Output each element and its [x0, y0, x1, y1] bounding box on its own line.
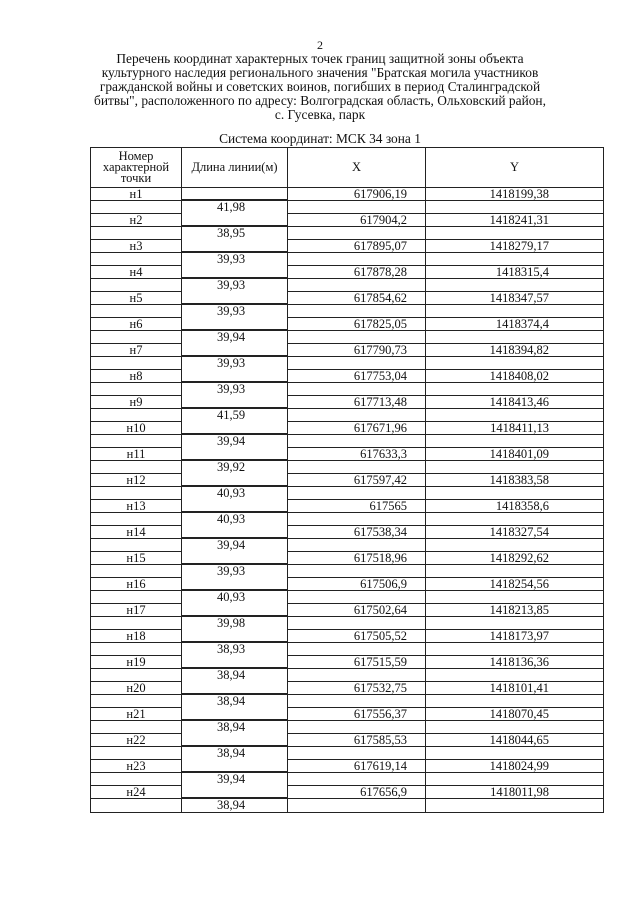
line-length-spacer — [182, 448, 288, 460]
line-length-cell: 40,93 — [182, 487, 288, 500]
table-row — [91, 370, 603, 383]
x-cell: 617671,96 — [288, 422, 426, 434]
x-cell: 617906,19 — [288, 188, 426, 200]
y-cell: 1418358,6 — [495, 499, 549, 513]
line-length-cell: 39,93 — [182, 357, 288, 370]
line-length-spacer — [182, 630, 288, 642]
point-number-cell: н23 — [91, 760, 182, 772]
x-cell: 617790,73 — [288, 344, 426, 356]
x-cell: 617904,2 — [288, 214, 426, 226]
y-cell: 1418199,38 — [489, 187, 549, 201]
title-line: гражданской войны и советских воинов, погибших в период Сталинградской — [99, 79, 541, 94]
point-number-cell: н7 — [91, 344, 182, 356]
x-cell: 617753,04 — [288, 370, 426, 382]
x-cell: 617656,9 — [288, 786, 426, 798]
line-length-spacer — [182, 682, 288, 694]
table-row — [91, 682, 603, 695]
x-cell: 617556,37 — [288, 708, 426, 720]
point-spacer — [91, 799, 182, 812]
y-cell: 1418401,09 — [489, 447, 549, 461]
table-row — [91, 500, 603, 513]
y-cell: 1418394,82 — [489, 343, 549, 357]
line-length-cell: 39,94 — [182, 435, 288, 448]
line-length-cell: 38,94 — [182, 695, 288, 708]
point-number-cell: н10 — [91, 422, 182, 434]
y-cell: 1418173,97 — [489, 629, 549, 643]
header-y: Y — [509, 160, 520, 174]
y-cell: 1418213,85 — [489, 603, 549, 617]
y-cell: 1418241,31 — [489, 213, 549, 227]
y-cell: 1418279,17 — [489, 239, 549, 253]
x-cell: 617854,62 — [288, 292, 426, 304]
document-title — [88, 52, 552, 122]
line-length-cell: 38,94 — [182, 799, 288, 812]
line-length-spacer — [182, 578, 288, 590]
line-length-cell: 38,94 — [182, 721, 288, 734]
title-line: с. Гусевка, парк — [274, 107, 366, 122]
header-line-length: Длина линии(м) — [182, 148, 288, 187]
line-length-cell: 39,92 — [182, 461, 288, 474]
line-length-spacer — [182, 526, 288, 538]
x-cell: 617518,96 — [288, 552, 426, 564]
y-cell: 1418292,62 — [489, 551, 549, 565]
line-length-spacer — [182, 734, 288, 746]
line-length-spacer — [182, 240, 288, 252]
line-length-spacer — [182, 786, 288, 798]
x-cell: 617585,53 — [288, 734, 426, 746]
x-cell: 617505,52 — [288, 630, 426, 642]
y-spacer — [426, 799, 603, 812]
point-number-cell: н4 — [91, 266, 182, 278]
header-point-number: Номер характерной точки — [91, 148, 182, 187]
y-cell: 1418413,46 — [489, 395, 549, 409]
point-number-cell: н6 — [91, 318, 182, 330]
x-cell: 617538,34 — [288, 526, 426, 538]
point-number-cell: н5 — [91, 292, 182, 304]
table-row — [91, 214, 603, 227]
point-number-cell: н14 — [91, 526, 182, 538]
x-cell: 617619,14 — [288, 760, 426, 772]
y-cell: 1418136,36 — [489, 655, 549, 669]
table-row — [91, 799, 603, 812]
line-length-spacer — [182, 292, 288, 304]
point-number-cell: н24 — [91, 786, 182, 798]
table-row — [91, 786, 603, 799]
y-cell: 1418070,45 — [489, 707, 549, 721]
table-row — [91, 630, 603, 643]
table-row — [91, 552, 603, 565]
line-length-cell: 39,93 — [182, 565, 288, 578]
table-row — [91, 396, 603, 409]
table-row — [91, 656, 603, 669]
line-length-spacer — [182, 500, 288, 512]
line-length-spacer — [182, 318, 288, 330]
y-cell: 1418024,99 — [489, 759, 549, 773]
table-row — [91, 266, 603, 279]
line-length-spacer — [182, 604, 288, 616]
line-length-cell: 39,98 — [182, 617, 288, 630]
y-cell: 1418044,65 — [489, 733, 549, 747]
line-length-spacer — [182, 266, 288, 278]
point-number-cell: н9 — [91, 396, 182, 408]
table-header — [91, 148, 603, 188]
page-number: 2 — [317, 38, 323, 52]
line-length-cell: 38,94 — [182, 669, 288, 682]
x-cell: 617597,42 — [288, 474, 426, 486]
x-cell: 617565 — [288, 500, 426, 512]
table-row — [91, 448, 603, 461]
y-cell: 1418411,13 — [490, 421, 549, 435]
line-length-spacer — [182, 422, 288, 434]
table-row — [91, 708, 603, 721]
line-length-spacer — [182, 396, 288, 408]
table-row — [91, 188, 603, 201]
title-line: битвы", расположенного по адресу: Волгоградская область, Ольховский район, — [94, 93, 546, 108]
title-line: Перечень координат характерных точек границ защитной зоны объекта — [116, 51, 524, 66]
table-row — [91, 734, 603, 747]
line-length-cell: 39,93 — [182, 279, 288, 292]
point-number-cell: н1 — [91, 188, 182, 200]
point-number-cell: н12 — [91, 474, 182, 486]
coordinate-system-caption: Система координат: МСК 34 зона 1 — [219, 131, 421, 146]
point-number-cell: н15 — [91, 552, 182, 564]
table-body — [91, 188, 603, 812]
point-number-cell: н11 — [91, 448, 182, 460]
y-cell: 1418347,57 — [489, 291, 549, 305]
line-length-spacer — [182, 188, 288, 200]
point-number-cell: н17 — [91, 604, 182, 616]
coordinates-table — [90, 147, 604, 813]
x-cell: 617713,48 — [288, 396, 426, 408]
point-number-cell: н22 — [91, 734, 182, 746]
point-number-cell: н18 — [91, 630, 182, 642]
title-line: культурного наследия регионального значения "Братская могила участников — [101, 65, 539, 80]
y-cell: 1418327,54 — [489, 525, 549, 539]
y-cell: 1418315,4 — [495, 265, 549, 279]
y-cell: 1418011,98 — [490, 785, 549, 799]
x-cell: 617895,07 — [288, 240, 426, 252]
y-cell: 1418101,41 — [489, 681, 549, 695]
line-length-cell: 38,95 — [182, 227, 288, 240]
y-cell: 1418383,58 — [489, 473, 549, 487]
y-cell: 1418254,56 — [489, 577, 549, 591]
point-number-cell: н16 — [91, 578, 182, 590]
line-length-cell: 40,93 — [182, 591, 288, 604]
point-number-cell: н21 — [91, 708, 182, 720]
table-row — [91, 526, 603, 539]
x-cell: 617878,28 — [288, 266, 426, 278]
x-cell: 617515,59 — [288, 656, 426, 668]
table-row — [91, 292, 603, 305]
line-length-cell: 39,93 — [182, 305, 288, 318]
table-row — [91, 318, 603, 331]
line-length-spacer — [182, 760, 288, 772]
line-length-spacer — [182, 370, 288, 382]
point-number-cell: н8 — [91, 370, 182, 382]
line-length-spacer — [182, 708, 288, 720]
table-row — [91, 422, 603, 435]
line-length-cell: 41,59 — [182, 409, 288, 422]
x-cell: 617502,64 — [288, 604, 426, 616]
y-cell: 1418408,02 — [489, 369, 549, 383]
table-row — [91, 344, 603, 357]
table-row — [91, 240, 603, 253]
line-length-spacer — [182, 552, 288, 564]
line-length-spacer — [182, 344, 288, 356]
x-spacer — [288, 799, 426, 812]
line-length-spacer — [182, 474, 288, 486]
x-cell: 617825,05 — [288, 318, 426, 330]
point-number-cell: н3 — [91, 240, 182, 252]
line-length-cell: 40,93 — [182, 513, 288, 526]
table-row — [91, 604, 603, 617]
line-length-cell: 38,94 — [182, 747, 288, 760]
point-number-cell: н19 — [91, 656, 182, 668]
line-length-cell: 39,94 — [182, 539, 288, 552]
line-length-cell: 39,93 — [182, 383, 288, 396]
table-row — [91, 578, 603, 591]
line-length-spacer — [182, 214, 288, 226]
table-row — [91, 760, 603, 773]
point-number-cell: н13 — [91, 500, 182, 512]
header-x: X — [288, 148, 426, 187]
line-length-spacer — [182, 656, 288, 668]
table-row — [91, 474, 603, 487]
point-number-cell: н20 — [91, 682, 182, 694]
point-number-cell: н2 — [91, 214, 182, 226]
line-length-cell: 39,93 — [182, 253, 288, 266]
line-length-cell: 39,94 — [182, 331, 288, 344]
x-cell: 617506,9 — [288, 578, 426, 590]
line-length-cell: 39,94 — [182, 773, 288, 786]
line-length-cell: 38,93 — [182, 643, 288, 656]
x-cell: 617532,75 — [288, 682, 426, 694]
x-cell: 617633,3 — [288, 448, 426, 460]
y-cell: 1418374,4 — [495, 317, 549, 331]
line-length-cell: 41,98 — [182, 201, 288, 214]
